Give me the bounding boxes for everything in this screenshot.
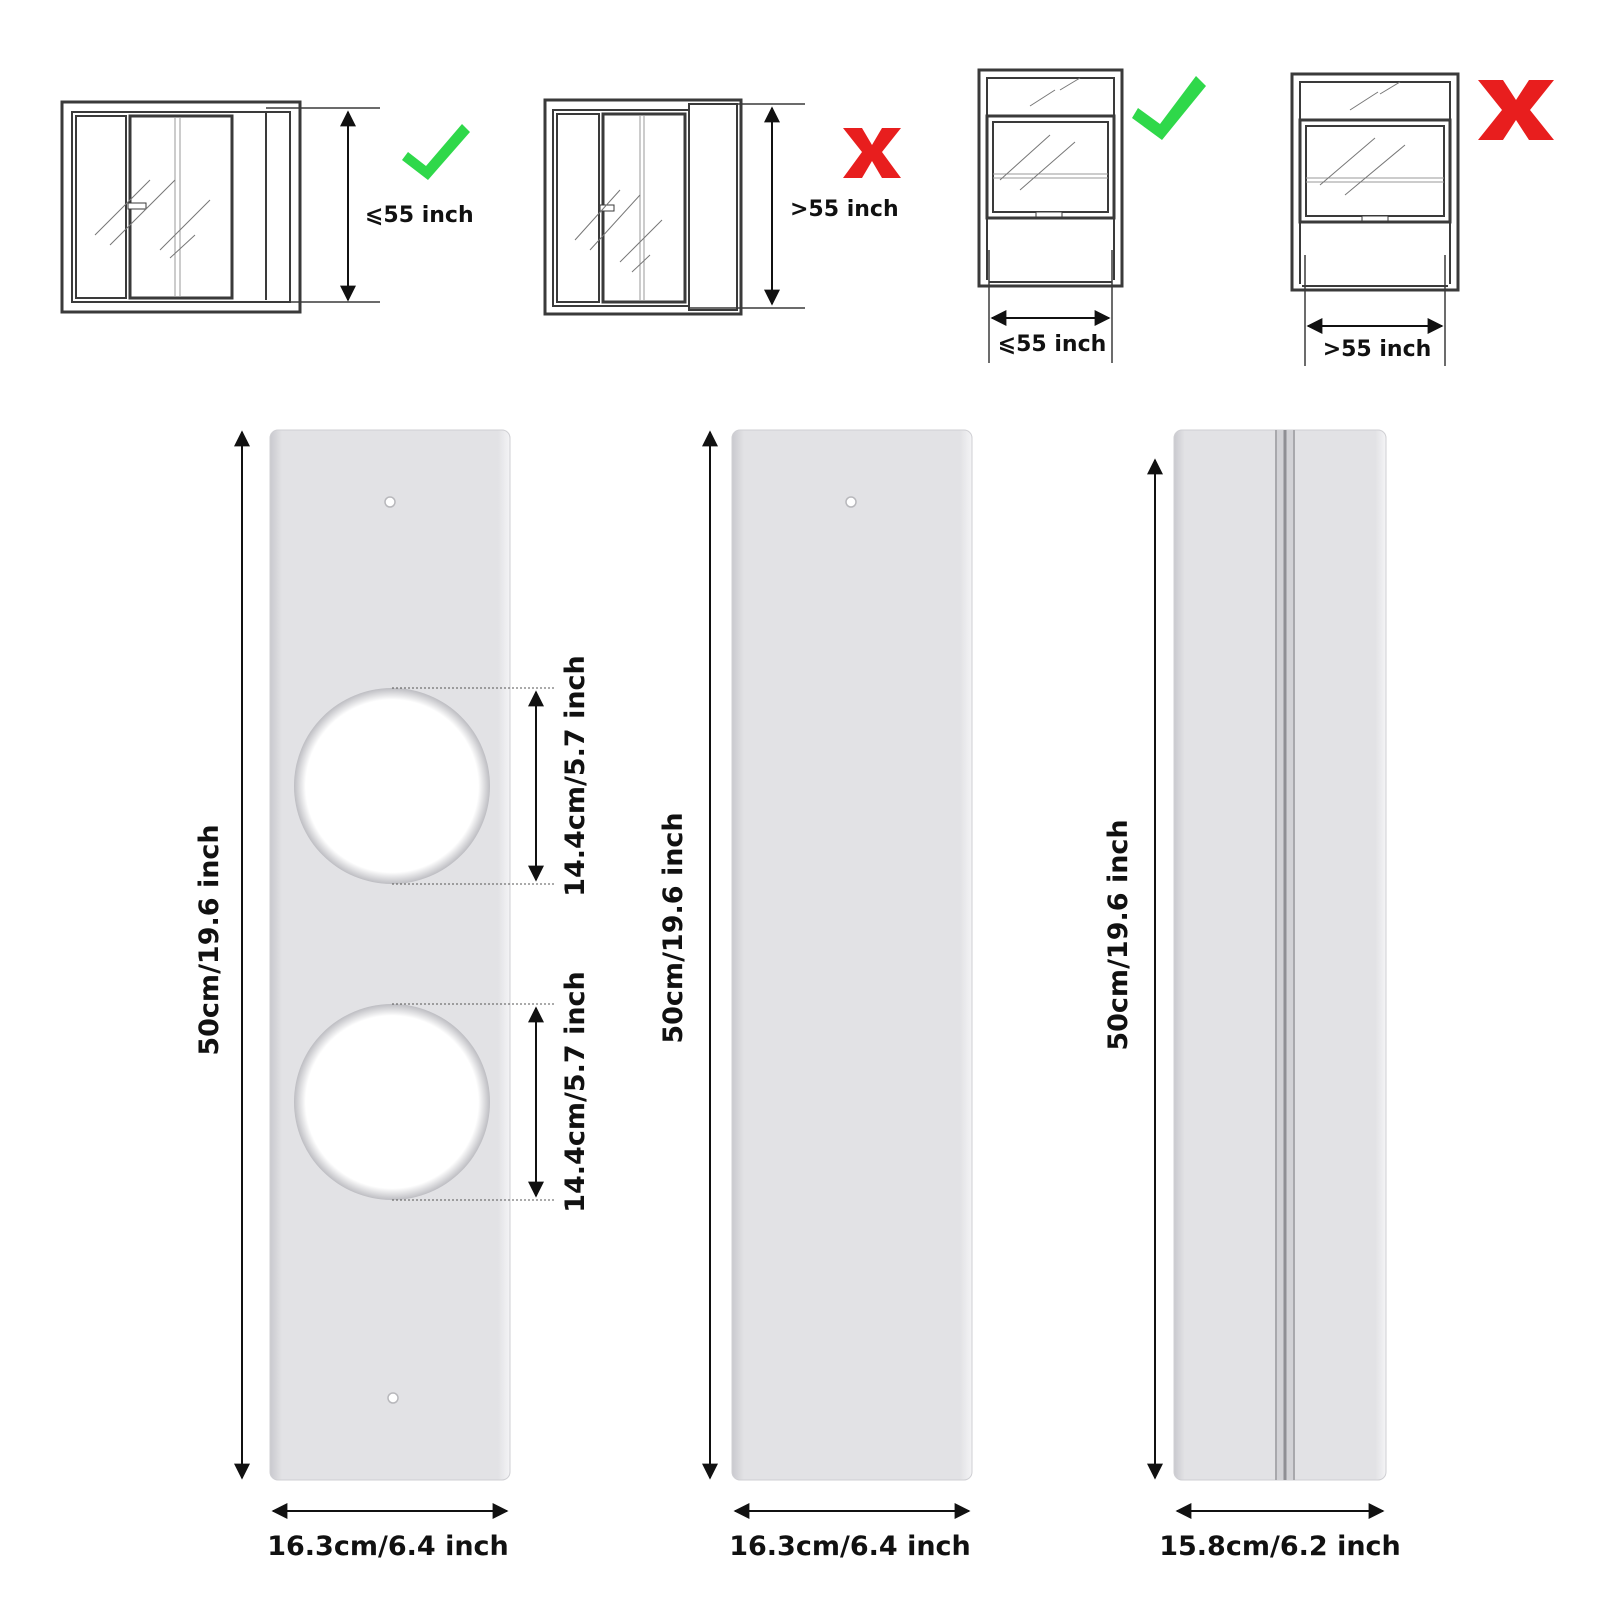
cross-icon [843,128,901,178]
check-icon [1132,76,1206,140]
panel-2-length-label: 50cm/19.6 inch [658,812,689,1044]
window-hung-too-large [1292,74,1554,366]
panel-with-holes [194,430,591,1562]
window-3-limit-label: ⩽55 inch [997,332,1107,357]
window-hung-ok [979,70,1206,363]
panel-2-width-label: 16.3cm/6.4 inch [729,1531,971,1562]
panel-plain [658,430,972,1562]
window-1-limit-label: ⩽55 inch [365,203,474,228]
window-4-limit-label: >55 inch [1322,337,1432,362]
window-sliding-too-large [545,100,901,314]
panel-grooved [1103,430,1401,1562]
hole-1-diameter-label: 14.4cm/5.7 inch [560,655,591,897]
check-icon [402,124,470,180]
hole-2-diameter-label: 14.4cm/5.7 inch [560,971,591,1213]
panel-1-length-label: 50cm/19.6 inch [194,824,225,1056]
exhaust-hole [294,1004,490,1200]
cross-icon [1478,80,1554,140]
panel-3-width-label: 15.8cm/6.2 inch [1159,1531,1401,1562]
panel-3-length-label: 50cm/19.6 inch [1103,819,1134,1051]
window-2-limit-label: >55 inch [790,197,899,222]
exhaust-hole [294,688,490,884]
panel-1-width-label: 16.3cm/6.4 inch [267,1531,509,1562]
window-sliding-ok [62,102,474,312]
